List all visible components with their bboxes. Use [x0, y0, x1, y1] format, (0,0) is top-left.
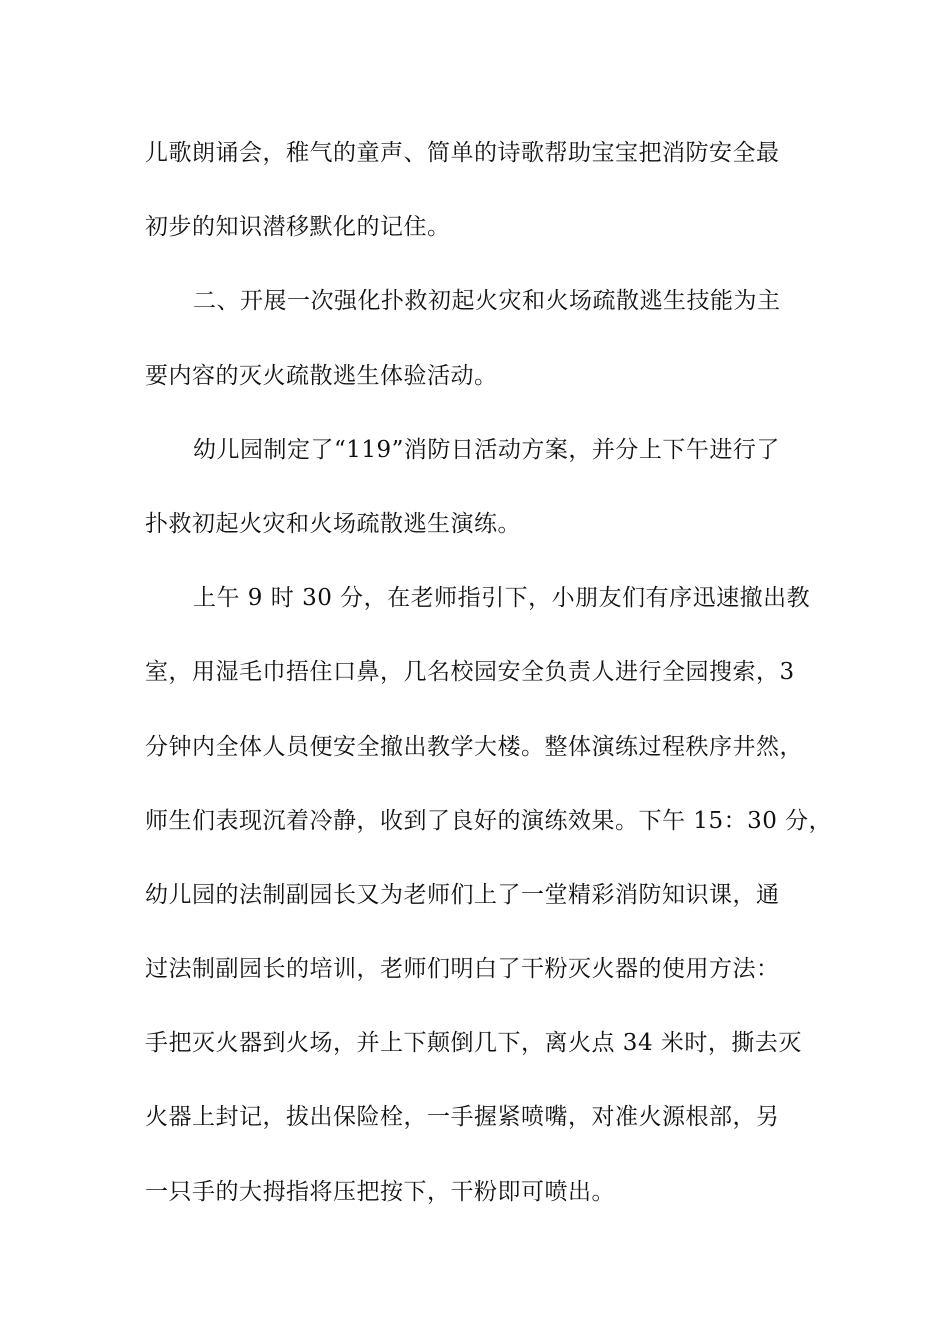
text-line: 师生们表现沉着冷静，收到了良好的演练效果。下午 15：30 分， [145, 807, 833, 834]
text-line: 初步的知识潜移默化的记住。 [145, 214, 451, 241]
text-line: 儿歌朗诵会，稚气的童声、简单的诗歌帮助宝宝把消防安全最 [145, 140, 780, 166]
text-line: 手把灭火器到火场，并上下颠倒几下，离火点 34 米时，撕去灭 [145, 1030, 802, 1057]
paragraph-first-line: 上午 9 时 30 分，在老师指引下，小朋友们有序迅速撤出教 [193, 585, 811, 612]
text-line: 要内容的灭火疏散逃生体验活动。 [145, 362, 498, 389]
text-line: 一只手的大拇指将压把按下，干粉即可喷出。 [145, 1178, 615, 1205]
text-line: 扑救初起火灾和火场疏散逃生演练。 [145, 510, 521, 537]
text-line: 分钟内全体人员便安全撤出教学大楼。整体演练过程秩序井然， [145, 733, 803, 760]
text-line: 幼儿园的法制副园长又为老师们上了一堂精彩消防知识课，通 [145, 881, 780, 908]
section-heading-line: 二、开展一次强化扑救初起火灾和火场疏散逃生技能为主 [193, 288, 781, 315]
text-line: 火器上封记，拔出保险栓，一手握紧喷嘴，对准火源根部，另 [145, 1104, 780, 1131]
document-body [145, 124, 833, 1237]
paragraph-first-line: 幼儿园制定了“119”消防日活动方案，并分上下午进行了 [193, 436, 780, 463]
text-line: 室，用湿毛巾捂住口鼻，几名校园安全负责人进行全园搜索，3 [145, 659, 795, 686]
text-line: 过法制副园长的培训，老师们明白了干粉灭火器的使用方法： [145, 956, 780, 983]
